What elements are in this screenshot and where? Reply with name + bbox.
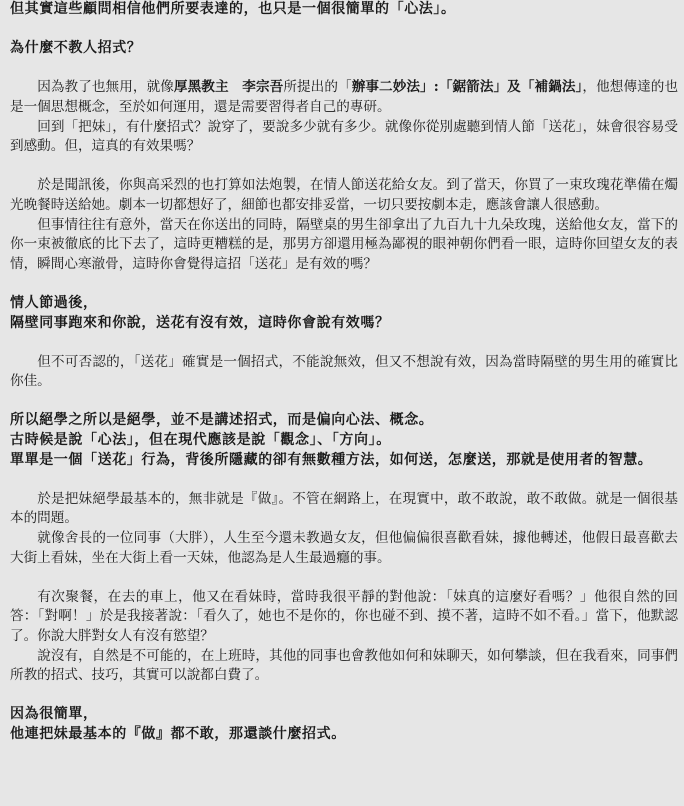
paragraph-undeniable: 但不可否認的，「送花」確實是一個招式，不能說無效，但又不想說有效，因為當時隔壁的男生用的確實比你佳。 xyxy=(10,353,678,390)
bold-line: 他連把妹最基本的『做』都不敢，那還談什麼招式。 xyxy=(10,725,346,742)
spacer xyxy=(10,274,678,294)
paragraph-accident: 但事情往往有意外，當天在你送出的同時，隔壁桌的男生卻拿出了九百九十九朵玫瑰，送給他女友，當下的你一束被徹底的比下去了，這時更糟糕的是，那男方卻還用極為鄙視的眼神朝你們看一眼，這時你回望女友的表情，瞬間心寒澈骨，這時你會覺得這招「送花」是有效的嗎？ xyxy=(10,216,678,272)
paragraph-dinner: 有次聚餐，在去的車上，他又在看妹時，當時我很平靜的對他說：「妹真的這麼好看嗎？」他很自然的回答：「對啊！」於是我接著說：「看久了，她也不是你的，你也碰不到、摸不著，這時不如不看。」當下，他默認了。你說大胖對女人有沒有慾望？ xyxy=(10,588,678,644)
conclusion xyxy=(10,705,678,744)
paragraph-plan: 於是聞訊後，你與高采烈的也打算如法炮製，在情人節送花給女友。到了當天，你買了一束玫瑰花準備在燭光晚餐時送給她。劇本一切都想好了，細節也都安排妥當，一切只要按劇本走，應該會讓人很感動。 xyxy=(10,177,678,213)
text-run: ，他想傳達的也是一個思想概念，至於如何運用，還是需要習得者自己的專研。 xyxy=(10,79,679,115)
paragraph-reason xyxy=(10,78,678,117)
bold-line: 隔壁同事跑來和你說，送花有沒有效，這時你會說有效嗎？ xyxy=(10,314,390,331)
text-run: 因為教了也無用，就像 xyxy=(37,79,174,96)
spacer xyxy=(10,157,678,177)
opening-statement xyxy=(10,0,678,20)
text-run: 所提出的「 xyxy=(283,79,352,96)
spacer xyxy=(10,568,678,588)
spacer xyxy=(10,470,678,490)
spacer xyxy=(10,20,678,40)
paragraph-wasted-advice: 說沒有，自然是不可能的，在上班時，其他的同事也會教他如何和妹聊天，如何攀談，但在我看來，同事們所教的招式、技巧，其實可以說都白費了。 xyxy=(10,647,678,684)
bold-line: 所以絕學之所以是絕學，並不是講述招式，而是偏向心法、概念。 xyxy=(10,412,434,429)
section-heading-why-no-moves xyxy=(10,39,678,59)
bold-line: 古時候是說「心法」，但在現代應該是說「觀念」、「方向」。 xyxy=(10,432,391,449)
bold-line: 情人節過後， xyxy=(10,294,98,311)
spacer xyxy=(10,333,678,353)
valentine-aftermath xyxy=(10,294,678,333)
spacer xyxy=(10,392,678,412)
paragraph-do-it: 於是把妹絕學最基本的，無非就是『做』。不管在網路上，在現實中，敢不敢說，敢不敢做。就是一個很基本的問題。 xyxy=(10,490,678,527)
bold-line: 但其實這些顧問相信他們所要表達的，也只是一個很簡單的「心法」。 xyxy=(10,1,456,17)
paragraph-flowers-question: 回到「把妹」，有什麼招式？說穿了，要說多少就有多少。就像你從別處聽到情人節「送花」，妹會很容易受到感動。但，這真的有效果嗎？ xyxy=(10,118,678,155)
bold-line: 為什麼不教人招式？ xyxy=(10,40,142,57)
spacer xyxy=(10,686,678,706)
spacer xyxy=(10,59,678,79)
emphasis-methods: 辦事二妙法」:「鋸箭法」及「補鍋法」 xyxy=(351,79,583,96)
bold-line: 單單是一個「送花」行為，背後所隱藏的卻有無數種方法，如何送，怎麼送，那就是使用者的智慧。 xyxy=(10,451,653,468)
emphasis-author: 厚黑教主 李宗吾 xyxy=(173,79,284,96)
key-principle xyxy=(10,411,678,470)
paragraph-colleague: 就像舍長的一位同事（大胖），人生至今還未教過女友，但他偏偏很喜歡看妹，據他轉述，他假日最喜歡去大街上看妹，坐在大街上看一天妹，他認為是人生最過癮的事。 xyxy=(10,530,678,566)
bold-line: 因為很簡單， xyxy=(10,706,98,723)
